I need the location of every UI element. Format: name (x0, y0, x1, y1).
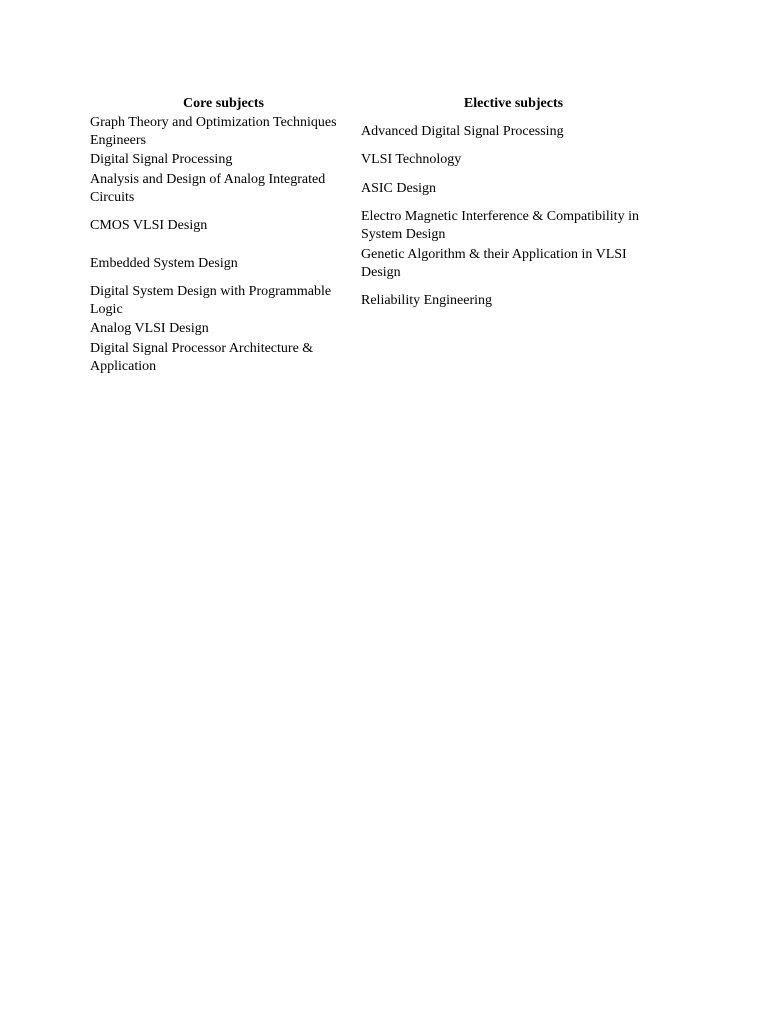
elective-subjects-header: Elective subjects (463, 95, 564, 111)
core-subject-cell: Graph Theory and Optimization Techniques Engineers (90, 114, 337, 148)
table-row (88, 282, 668, 319)
table-row (88, 339, 668, 376)
table-row (88, 113, 668, 150)
elective-subject-cell: Advanced Digital Signal Processing (361, 123, 564, 139)
core-subject-cell: Embedded System Design (90, 255, 238, 271)
core-subject-cell: Digital System Design with Programmable Logic (90, 283, 332, 317)
elective-subject-cell: Electro Magnetic Interference & Compatibility in System Design (361, 209, 639, 242)
elective-subject-cell: Genetic Algorithm & their Application in VLSI Design (361, 246, 627, 280)
table-row (88, 150, 668, 170)
table-row (88, 207, 668, 245)
table-row (88, 319, 668, 339)
core-subject-cell: Digital Signal Processing (90, 152, 233, 167)
elective-subject-cell (359, 319, 668, 339)
core-subject-cell: CMOS VLSI Design (90, 218, 208, 233)
table-row (88, 170, 668, 207)
elective-subject-cell (359, 339, 668, 376)
core-subject-cell: Analog VLSI Design (90, 321, 209, 336)
elective-subject-cell: VLSI Technology (361, 152, 462, 167)
header-row (88, 94, 668, 113)
core-subject-cell: Digital Signal Processor Architecture & Application (90, 340, 314, 374)
table-row (88, 245, 668, 282)
subjects-table (88, 94, 668, 376)
elective-subject-cell: Reliability Engineering (361, 292, 493, 308)
elective-subject-cell: ASIC Design (361, 180, 437, 196)
core-subject-cell: Analysis and Design of Analog Integrated Circuits (90, 171, 326, 205)
core-subjects-header: Core subjects (182, 95, 264, 111)
